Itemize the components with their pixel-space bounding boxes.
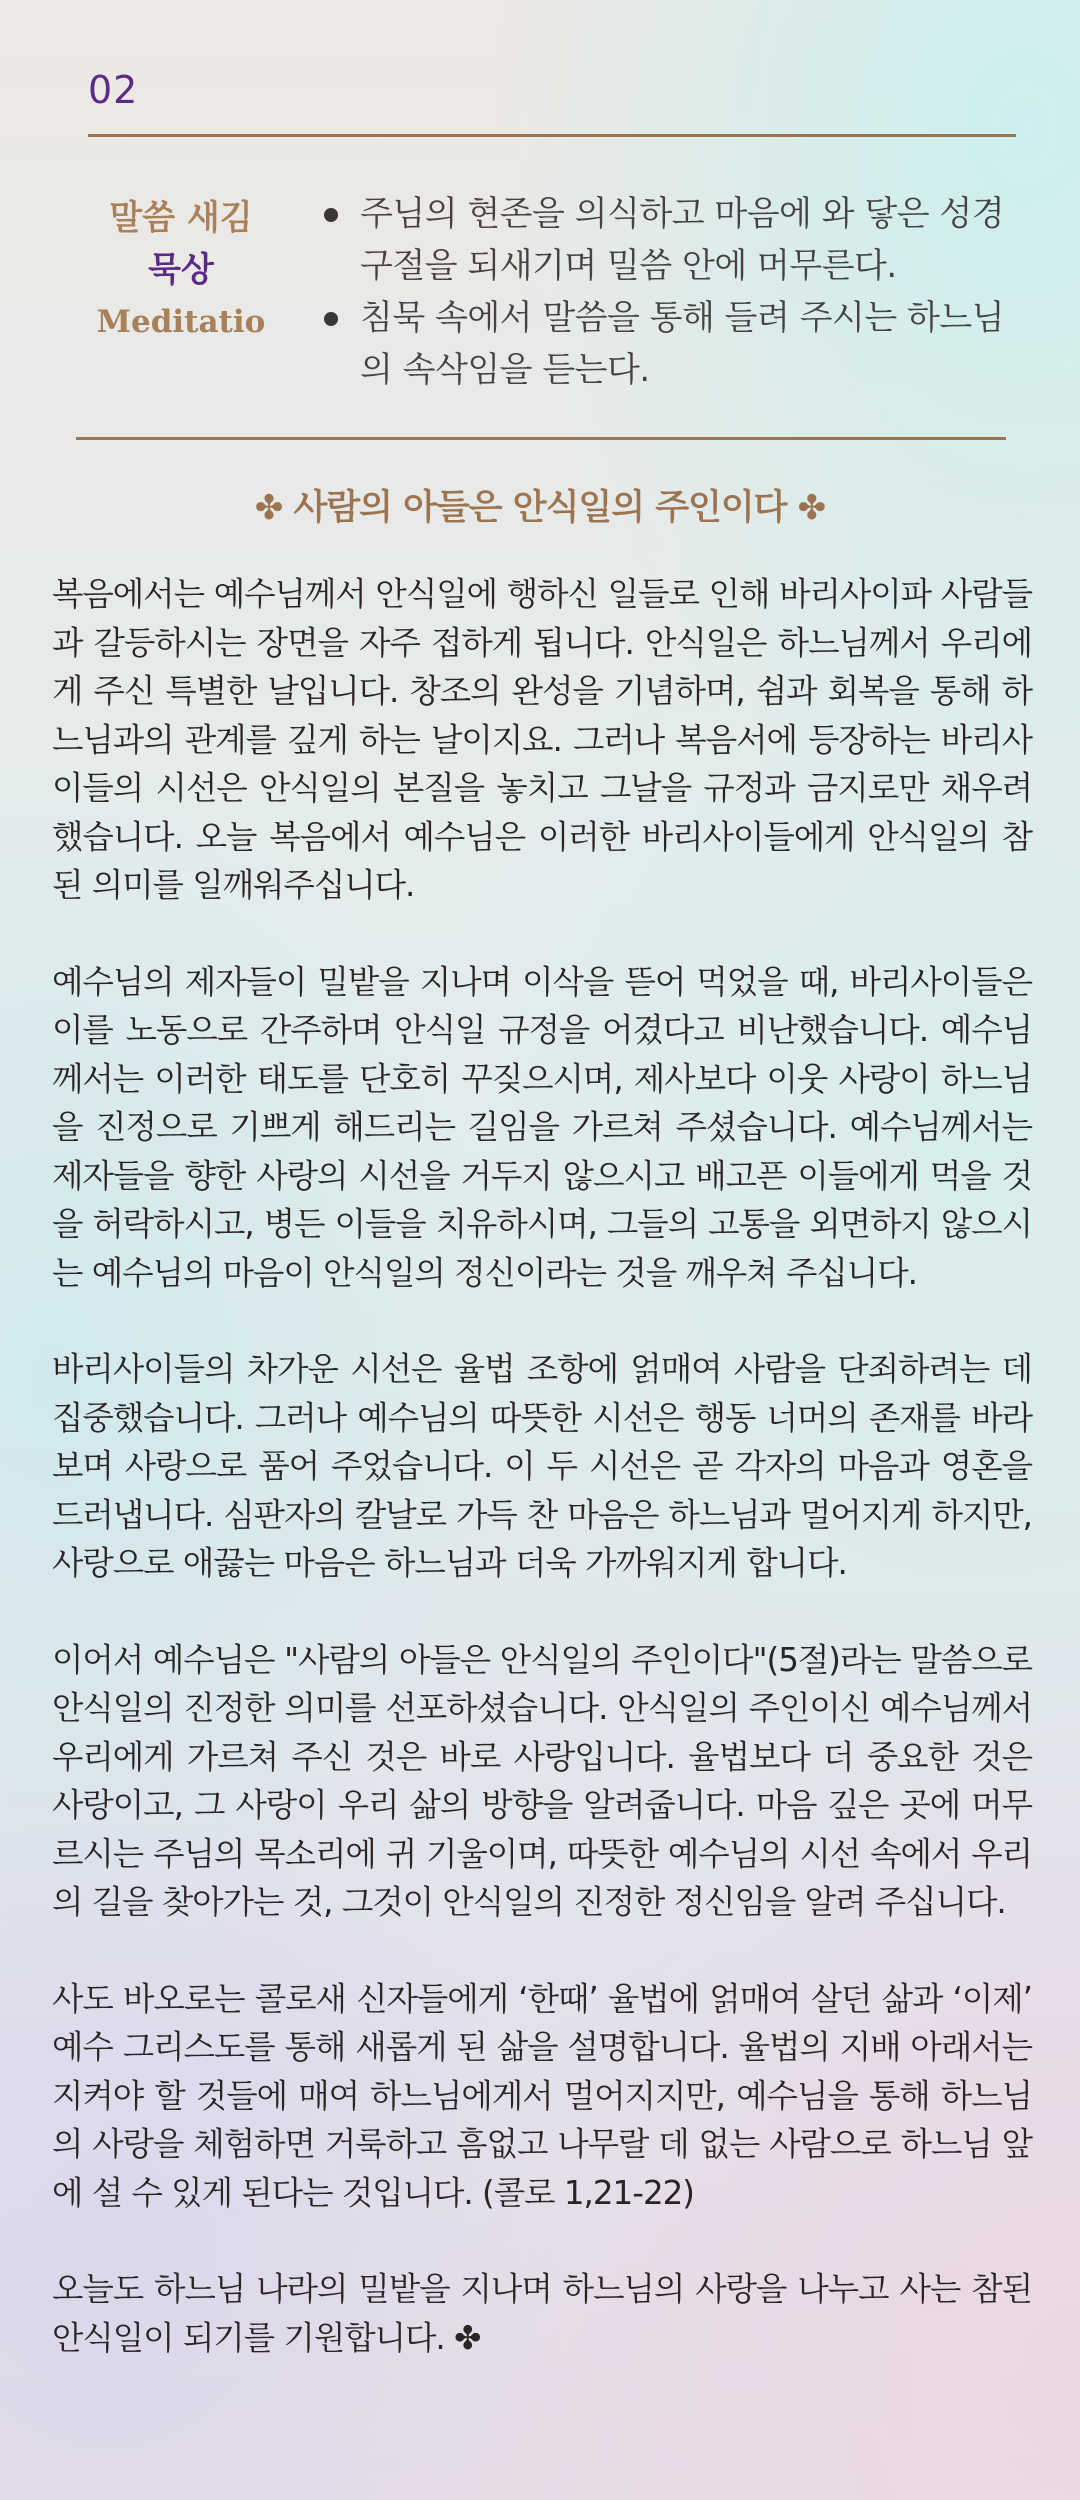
body-paragraph: 오늘도 하느님 나라의 밀밭을 지나며 하느님의 사랑을 나누고 사는 참된 안식일이 되기를 기원합니다. ✤: [52, 2270, 1032, 2357]
instruction-item: [312, 292, 1024, 396]
reflection-body: [52, 570, 1032, 2362]
body-paragraph: 바리사이들의 차가운 시선은 율법 조항에 얽매여 사람을 단죄하려는 데 집중했습니다. 그러나 예수님의 따뜻한 시선은 행동 너머의 존재를 바라보며 사랑으로 품어 주었습니다. 이 두 시선은 곧 각자의 마음과 영혼을 드러냅니다. 심판자의 칼날로 가득 찬 마음은 하느님과 멀어지게 하지만, 사랑으로 애끓는 마음은 하느님과 더욱 가까워지게 합니다.: [52, 1350, 1032, 1582]
cross-ornament-icon: ✤: [254, 488, 283, 528]
body-paragraph: 예수님의 제자들이 밀밭을 지나며 이삭을 뜯어 먹었을 때, 바리사이들은 이를 노동으로 간주하며 안식일 규정을 어겼다고 비난했습니다. 예수님께서는 이러한 태도를 단호히 꾸짖으시며, 제사보다 이웃 사랑이 하느님을 진정으로 기쁘게 해드리는 길임을 가르쳐 주셨습니다. 예수님께서는 제자들을 향한 사랑의 시선을 거두지 않으시고 배고픈 이들에게 먹을 것을 허락하시고, 병든 이들을 치유하시며, 그들의 고통을 외면하지 않으시는 예수님의 마음이 안식일의 정신이라는 것을 깨우쳐 주십니다.: [52, 962, 1032, 1292]
body-paragraph: 사도 바오로는 콜로새 신자들에게 ‘한때’ 율법에 얽매여 살던 삶과 ‘이제’ 예수 그리스도를 통해 새롭게 된 삶을 설명합니다. 율법의 지배 아래서는 지켜야 할 것들에 매여 하느님에게서 멀어지지만, 예수님을 통해 하느님의 사랑을 체험하면 거룩하고 흠없고 나무랄 데 없는 사람으로 하느님 앞에 설 수 있게 된다는 것입니다. (콜로 1,21-22): [52, 1979, 1032, 2212]
instruction-item: [312, 188, 1024, 292]
instruction-text: 침묵 속에서 말씀을 통해 들려 주시는 하느님의 속삭임을 듣는다.: [360, 298, 1005, 390]
cross-ornament-icon: ✤: [797, 488, 826, 528]
reflection-title: [0, 480, 1080, 530]
instruction-list: [312, 188, 1024, 396]
label-word-meditation: 묵상: [148, 250, 214, 290]
page-number: 02: [88, 68, 139, 112]
bullet-icon: [324, 208, 338, 222]
body-paragraph: 이어서 예수님은 "사람의 아들은 안식일의 주인이다"(5절)라는 말씀으로 안식일의 진정한 의미를 선포하셨습니다. 안식일의 주인이신 예수님께서 우리에게 가르쳐 주신 것은 바로 사랑입니다. 율법보다 더 중요한 것은 사랑이고, 그 사랑이 우리 삶의 방향을 알려줍니다. 마음 깊은 곳에 머무르시는 주님의 목소리에 귀 기울이며, 따뜻한 예수님의 시선 속에서 우리의 길을 찾아가는 것, 그것이 안식일의 진정한 정신임을 알려 주십니다.: [52, 1640, 1032, 1921]
reflection-title-text: 사람의 아들은 안식일의 주인이다: [293, 488, 787, 528]
label-word-latin: Meditatio: [96, 304, 266, 340]
body-paragraph: 복음에서는 예수님께서 안식일에 행하신 일들로 인해 바리사이파 사람들과 갈등하시는 장면을 자주 접하게 됩니다. 안식일은 하느님께서 우리에게 주신 특별한 날입니다. 창조의 완성을 기념하며, 쉼과 회복을 통해 하느님과의 관계를 깊게 하는 날이지요. 그러나 복음서에 등장하는 바리사이들의 시선은 안식일의 본질을 놓치고 그날을 규정과 금지로만 채우려 했습니다. 오늘 복음에서 예수님은 이러한 바리사이들에게 안식일의 참된 의미를 일깨워주십니다.: [52, 575, 1032, 904]
top-divider: [88, 134, 1016, 137]
middle-divider: [76, 437, 1006, 440]
instruction-text: 주님의 현존을 의식하고 마음에 와 닿은 성경구절을 되새기며 밀씀 안에 머무른다.: [360, 194, 1005, 286]
bullet-icon: [324, 312, 338, 326]
label-word-sage: 말씀 새김: [109, 198, 253, 238]
section-label: [66, 192, 296, 348]
